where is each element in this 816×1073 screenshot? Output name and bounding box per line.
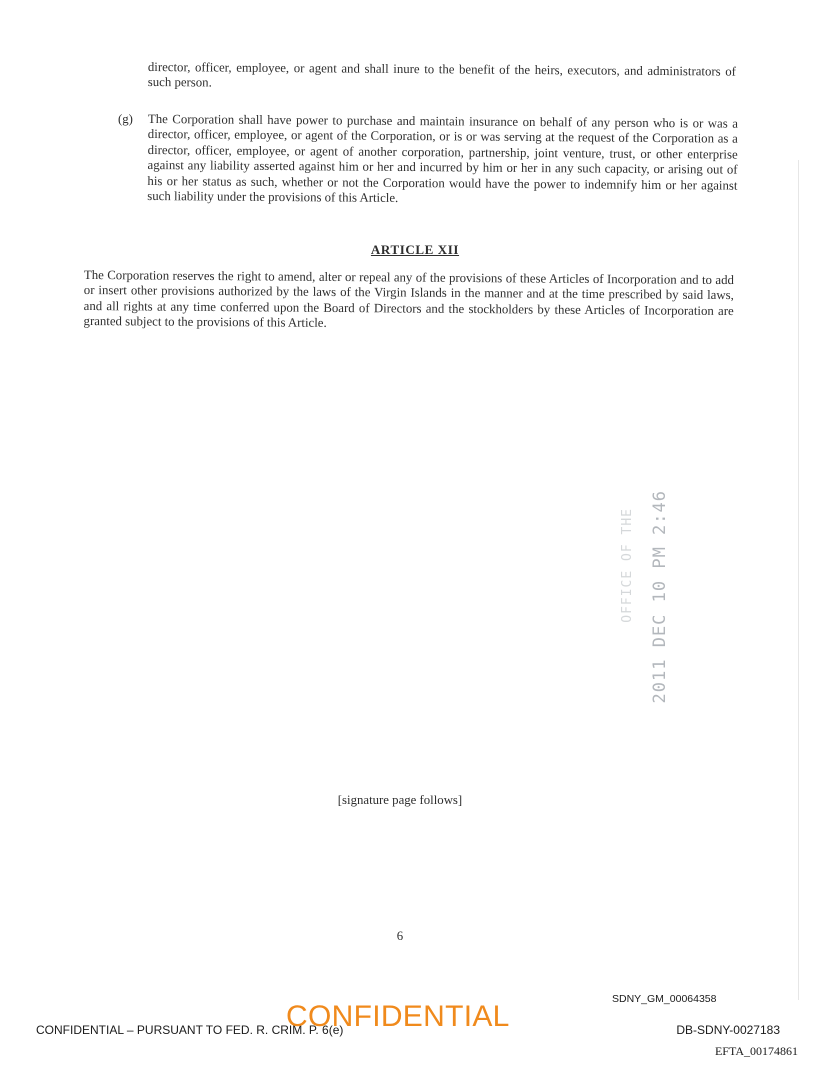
clause-g-text: The Corporation shall have power to purchase and maintain insurance on behalf of any person who is or was a director, officer, employee, or agent of the Corporation, or is or was serving at the request of the Corporation as a director, officer, employee, or agent of another corporation, partnership, joint venture, trust, or other enterprise against any liability asserted against him or her and incurred by him or her in any such capacity, or arising out of his or her status as such, whether or not the Corporation would have the power to indemnify him or her against such liability under the provisions of this Article.: [147, 112, 738, 205]
confidential-footer-notice: CONFIDENTIAL – PURSUANT TO FED. R. CRIM. P. 6(e): [36, 1023, 344, 1037]
bates-number-db: DB-SDNY-0027183: [676, 1023, 780, 1037]
confidential-watermark: CONFIDENTIAL: [286, 1000, 510, 1033]
filing-stamp-office: OFFICE OF THE: [620, 508, 635, 623]
continued-paragraph: director, officer, employee, or agent and shall inure to the benefit of the heirs, executors, and administrators of such person.: [147, 60, 736, 90]
scan-edge-divider: [798, 160, 799, 1000]
article-heading: ARTICLE XII: [370, 242, 460, 257]
bates-number-sdny: SDNY_GM_00064358: [612, 993, 717, 1005]
clause-label-g: (g): [118, 112, 133, 126]
filing-stamp-date: 2011 DEC 10 PM 2:46: [650, 490, 670, 704]
page-number: 6: [396, 929, 404, 943]
filing-stamp: [612, 490, 682, 704]
article-xii-text: The Corporation reserves the right to amend, alter or repeal any of the provisions of these Articles of Incorporation and to add or insert other provisions authorized by the laws of the Virgin Islands in the manner and at the time prescribed by said laws, and all rights at any time conferred upon the Board of Directors and the stockholders by these Articles of Incorporation are granted subject to the provisions of this Article.: [83, 268, 734, 331]
signature-page-note: [signature page follows]: [337, 793, 463, 807]
efta-number: EFTA_00174861: [714, 1044, 798, 1058]
